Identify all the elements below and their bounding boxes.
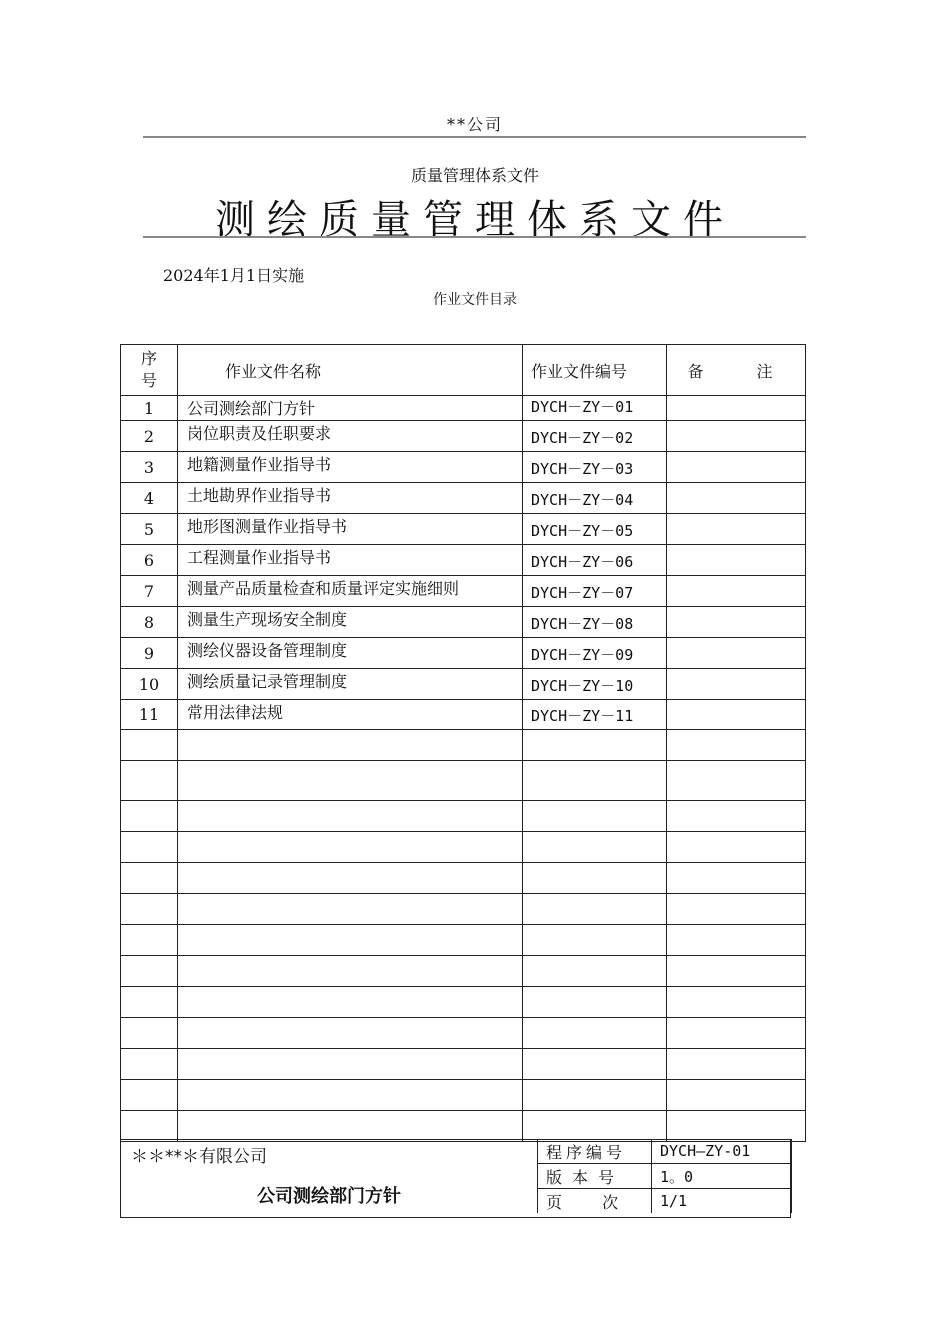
- empty-cell: [667, 1018, 806, 1049]
- table-row: [121, 545, 806, 576]
- footer-doc-name: 公司测绘部门方针: [257, 1186, 401, 1207]
- cell-name: 工程测量作业指导书: [178, 545, 523, 576]
- empty-table-row: [121, 863, 806, 894]
- empty-cell: [178, 1049, 523, 1080]
- footer-company: ＊＊**＊有限公司: [131, 1147, 267, 1167]
- empty-cell: [178, 801, 523, 832]
- meta-value: 1/1: [652, 1189, 792, 1214]
- cell-note: [667, 607, 806, 638]
- empty-cell: [667, 894, 806, 925]
- cell-code: DYCH－ZY－09: [523, 638, 667, 669]
- cell-note: [667, 545, 806, 576]
- meta-value: DYCH—ZY-01: [652, 1139, 792, 1164]
- empty-table-row: [121, 761, 806, 801]
- cell-note: [667, 576, 806, 607]
- empty-cell: [523, 801, 667, 832]
- empty-cell: [667, 1049, 806, 1080]
- cell-note: [667, 421, 806, 452]
- empty-cell: [121, 1018, 178, 1049]
- cell-name: 测绘仪器设备管理制度: [178, 638, 523, 669]
- empty-table-row: [121, 987, 806, 1018]
- empty-cell: [523, 987, 667, 1018]
- table-row: [121, 638, 806, 669]
- document-category: 质量管理体系文件: [410, 166, 539, 185]
- empty-cell: [523, 1049, 667, 1080]
- empty-cell: [523, 761, 667, 801]
- empty-cell: [178, 1111, 523, 1142]
- table-row: [121, 607, 806, 638]
- toc-body: [121, 396, 806, 1142]
- cell-no: 8: [121, 607, 178, 638]
- empty-table-row: [121, 1049, 806, 1080]
- cell-no: 11: [121, 700, 178, 730]
- empty-cell: [121, 761, 178, 801]
- cell-name: 岗位职责及任职要求: [178, 421, 523, 452]
- empty-table-row: [121, 894, 806, 925]
- meta-label: 程序编号: [538, 1139, 652, 1164]
- footer-meta-row: [538, 1164, 792, 1189]
- empty-table-row: [121, 832, 806, 863]
- footer-meta-row: [538, 1139, 792, 1164]
- empty-cell: [667, 987, 806, 1018]
- toc-table: [120, 344, 806, 1142]
- empty-table-row: [121, 956, 806, 987]
- empty-cell: [523, 925, 667, 956]
- cell-no: 10: [121, 669, 178, 700]
- empty-cell: [178, 925, 523, 956]
- meta-label: 页 次: [538, 1189, 652, 1214]
- empty-cell: [667, 730, 806, 761]
- cell-name: 测量生产现场安全制度: [178, 607, 523, 638]
- cell-note: [667, 638, 806, 669]
- empty-cell: [121, 801, 178, 832]
- empty-table-row: [121, 801, 806, 832]
- table-row: [121, 669, 806, 700]
- effective-date: 2024年1月1日实施: [163, 266, 305, 285]
- cell-name: 常用法律法规: [178, 700, 523, 730]
- empty-cell: [523, 1080, 667, 1111]
- cell-code: DYCH－ZY－11: [523, 700, 667, 730]
- col-header-note: 备 注: [667, 345, 806, 396]
- cell-no: 4: [121, 483, 178, 514]
- empty-cell: [667, 1080, 806, 1111]
- empty-cell: [121, 1111, 178, 1142]
- empty-cell: [667, 761, 806, 801]
- empty-table-row: [121, 1111, 806, 1142]
- cell-no: 2: [121, 421, 178, 452]
- col-header-name: 作业文件名称: [178, 345, 523, 396]
- empty-cell: [178, 1018, 523, 1049]
- table-row: [121, 421, 806, 452]
- cell-no: 9: [121, 638, 178, 669]
- cell-name: 土地勘界作业指导书: [178, 483, 523, 514]
- cell-code: DYCH－ZY－03: [523, 452, 667, 483]
- cell-name: 地籍测量作业指导书: [178, 452, 523, 483]
- header-divider: [143, 136, 806, 138]
- empty-cell: [523, 832, 667, 863]
- toc-header-row: [121, 345, 806, 396]
- table-row: [121, 514, 806, 545]
- cell-code: DYCH－ZY－07: [523, 576, 667, 607]
- empty-cell: [178, 832, 523, 863]
- cell-code: DYCH－ZY－02: [523, 421, 667, 452]
- cell-note: [667, 396, 806, 421]
- table-row: [121, 483, 806, 514]
- company-name-header: **公司: [446, 115, 503, 134]
- empty-cell: [523, 956, 667, 987]
- empty-table-row: [121, 1018, 806, 1049]
- empty-cell: [121, 832, 178, 863]
- empty-cell: [667, 832, 806, 863]
- cell-note: [667, 483, 806, 514]
- cell-no: 6: [121, 545, 178, 576]
- empty-cell: [178, 987, 523, 1018]
- document-title: 测绘质量管理体系文件: [215, 197, 735, 243]
- empty-cell: [178, 761, 523, 801]
- empty-cell: [667, 801, 806, 832]
- empty-cell: [178, 956, 523, 987]
- cell-note: [667, 700, 806, 730]
- empty-cell: [667, 956, 806, 987]
- col-header-no-label: 序号: [140, 349, 157, 390]
- empty-table-row: [121, 1080, 806, 1111]
- empty-table-row: [121, 730, 806, 761]
- table-row: [121, 700, 806, 730]
- footer-box: [120, 1139, 791, 1218]
- cell-no: 7: [121, 576, 178, 607]
- cell-name: 测绘质量记录管理制度: [178, 669, 523, 700]
- empty-cell: [667, 1111, 806, 1142]
- cell-note: [667, 514, 806, 545]
- empty-cell: [178, 894, 523, 925]
- empty-cell: [523, 1018, 667, 1049]
- empty-cell: [121, 987, 178, 1018]
- footer-meta-row: [538, 1189, 792, 1214]
- cell-name: 公司测绘部门方针: [178, 396, 523, 421]
- meta-value: 1。0: [652, 1164, 792, 1189]
- cell-name: 测量产品质量检查和质量评定实施细则: [178, 576, 523, 607]
- empty-cell: [121, 863, 178, 894]
- table-row: [121, 576, 806, 607]
- empty-cell: [523, 863, 667, 894]
- cell-code: DYCH－ZY－06: [523, 545, 667, 576]
- empty-cell: [523, 1111, 667, 1142]
- cell-note: [667, 669, 806, 700]
- cell-code: DYCH－ZY－10: [523, 669, 667, 700]
- empty-cell: [178, 863, 523, 894]
- empty-cell: [523, 730, 667, 761]
- empty-cell: [178, 730, 523, 761]
- footer-meta-table: [537, 1139, 792, 1213]
- empty-cell: [178, 1080, 523, 1111]
- cell-no: 1: [121, 396, 178, 421]
- empty-cell: [667, 925, 806, 956]
- cell-name: 地形图测量作业指导书: [178, 514, 523, 545]
- cell-code: DYCH－ZY－08: [523, 607, 667, 638]
- cell-no: 3: [121, 452, 178, 483]
- table-row: [121, 452, 806, 483]
- cell-code: DYCH－ZY－01: [523, 396, 667, 421]
- empty-cell: [121, 1049, 178, 1080]
- empty-cell: [667, 863, 806, 894]
- cell-code: DYCH－ZY－04: [523, 483, 667, 514]
- meta-label: 版本号: [538, 1164, 652, 1189]
- empty-cell: [523, 894, 667, 925]
- empty-cell: [121, 1080, 178, 1111]
- empty-cell: [121, 730, 178, 761]
- cell-code: DYCH－ZY－05: [523, 514, 667, 545]
- empty-table-row: [121, 925, 806, 956]
- cell-no: 5: [121, 514, 178, 545]
- table-row: [121, 396, 806, 421]
- cell-note: [667, 452, 806, 483]
- empty-cell: [121, 894, 178, 925]
- empty-cell: [121, 956, 178, 987]
- empty-cell: [121, 925, 178, 956]
- col-header-code: 作业文件编号: [523, 345, 667, 396]
- col-header-no: [121, 345, 178, 396]
- title-divider: [143, 236, 806, 238]
- toc-title: 作业文件目录: [433, 292, 517, 308]
